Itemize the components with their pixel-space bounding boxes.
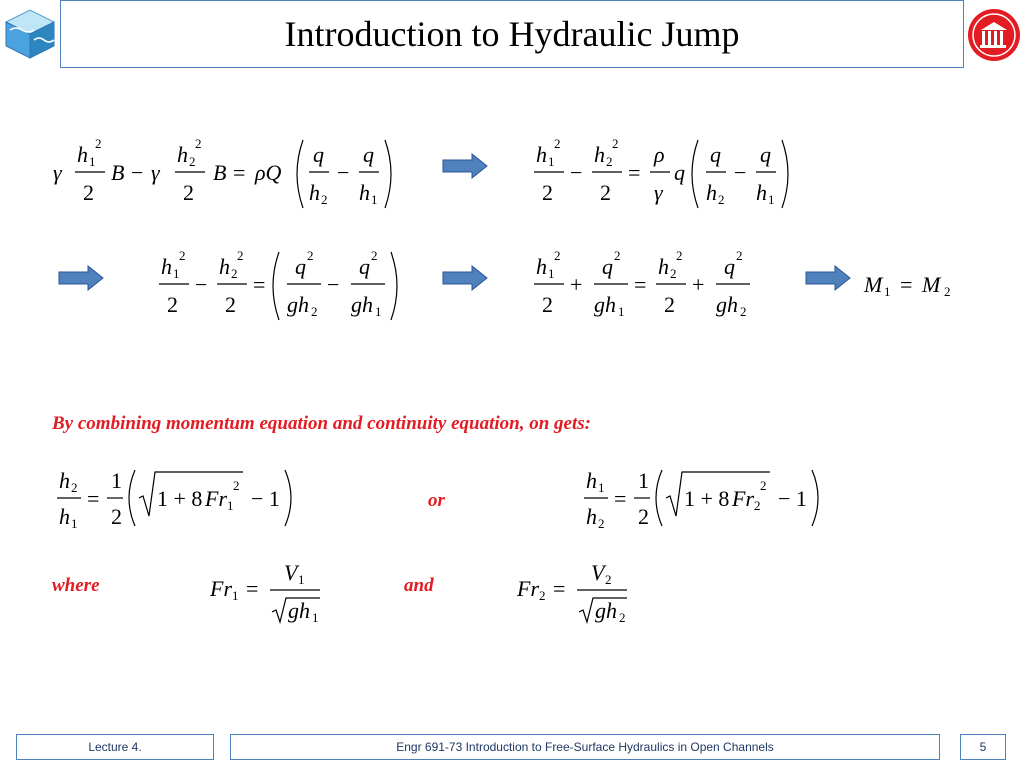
svg-text:−: − [570, 160, 583, 185]
svg-text:1: 1 [298, 572, 305, 587]
svg-text:2: 2 [718, 192, 725, 207]
svg-text:q: q [359, 254, 370, 279]
svg-text:ρ: ρ [654, 142, 665, 167]
svg-text:h: h [77, 142, 88, 167]
svg-text:h: h [219, 254, 230, 279]
svg-text:−: − [734, 160, 747, 185]
svg-text:h: h [309, 180, 320, 205]
svg-text:2: 2 [195, 136, 202, 151]
svg-text:2: 2 [944, 284, 951, 299]
momentum-function-equality [862, 270, 962, 300]
footer-lecture: Lecture 4. [16, 734, 214, 760]
svg-text:h: h [658, 254, 669, 279]
svg-text:Fr: Fr [732, 486, 754, 511]
svg-text:2: 2 [619, 610, 626, 625]
svg-text:Fr: Fr [205, 486, 227, 511]
svg-text:1: 1 [71, 516, 78, 531]
svg-text:M: M [864, 272, 883, 297]
svg-text:1 + 8: 1 + 8 [684, 486, 730, 511]
svg-text:q: q [295, 254, 306, 279]
svg-text:q: q [724, 254, 735, 279]
svg-text:2: 2 [670, 266, 677, 281]
svg-text:gh: gh [594, 292, 616, 317]
svg-text:V: V [284, 560, 298, 585]
svg-text:1: 1 [89, 154, 96, 169]
svg-text:2: 2 [740, 304, 747, 319]
froude-number-2-definition [515, 558, 645, 628]
svg-text:2: 2 [179, 248, 186, 263]
svg-text:h: h [586, 504, 597, 529]
svg-text:=: = [634, 272, 647, 297]
svg-text:2: 2 [225, 292, 236, 317]
svg-text:=: = [246, 576, 259, 601]
page-number: 5 [960, 734, 1006, 760]
svg-text:=: = [628, 160, 641, 185]
svg-text:=: = [253, 272, 266, 297]
svg-text:h: h [756, 180, 767, 205]
svg-text:2: 2 [614, 248, 621, 263]
svg-text:−: − [327, 272, 340, 297]
svg-text:2: 2 [233, 478, 240, 493]
svg-text:1: 1 [638, 468, 649, 493]
svg-text:1: 1 [111, 468, 122, 493]
svg-text:+: + [692, 272, 705, 297]
svg-text:q: q [674, 160, 685, 185]
specific-force-balance [530, 240, 770, 330]
or-label: or [428, 490, 445, 511]
svg-text:1: 1 [598, 480, 605, 495]
svg-text:=: = [553, 576, 566, 601]
svg-text:h: h [586, 468, 597, 493]
svg-text:γ: γ [53, 160, 62, 185]
svg-text:Fr: Fr [517, 576, 539, 601]
svg-text:2: 2 [307, 248, 314, 263]
svg-text:q: q [313, 142, 324, 167]
svg-text:q: q [602, 254, 613, 279]
svg-text:2: 2 [638, 504, 649, 529]
svg-text:2: 2 [760, 478, 767, 493]
svg-text:2: 2 [612, 136, 619, 151]
where-label: where [52, 575, 100, 596]
svg-text:B: B [111, 160, 125, 185]
svg-text:2: 2 [676, 248, 683, 263]
implies-arrow [805, 265, 851, 291]
svg-text:gh: gh [287, 292, 309, 317]
university-seal-logo [964, 0, 1024, 68]
svg-text:q: q [363, 142, 374, 167]
implies-arrow [442, 153, 488, 179]
svg-text:gh: gh [288, 598, 310, 623]
svg-text:B: B [213, 160, 227, 185]
svg-text:M: M [922, 272, 941, 297]
svg-text:h: h [59, 504, 70, 529]
svg-text:1: 1 [884, 284, 891, 299]
svg-text:gh: gh [595, 598, 617, 623]
svg-text:h: h [359, 180, 370, 205]
svg-text:2: 2 [71, 480, 78, 495]
svg-text:=: = [233, 160, 246, 185]
svg-text:2: 2 [664, 292, 675, 317]
svg-text:2: 2 [539, 588, 546, 603]
svg-text:2: 2 [606, 154, 613, 169]
svg-text:gh: gh [351, 292, 373, 317]
svg-text:2: 2 [554, 136, 561, 151]
svg-text:2: 2 [183, 180, 194, 205]
svg-text:γ: γ [151, 160, 160, 185]
footer-course-title: Engr 691-73 Introduction to Free-Surface Hydraulics in Open Channels [230, 734, 940, 760]
svg-text:1: 1 [768, 192, 775, 207]
svg-text:2: 2 [371, 248, 378, 263]
sequent-depth-ratio-equation-inverse [582, 462, 832, 542]
combining-note: By combining momentum equation and continuity equation, on gets: [52, 413, 591, 434]
svg-text:=: = [614, 486, 627, 511]
svg-text:1: 1 [375, 304, 382, 319]
svg-text:−: − [337, 160, 350, 185]
svg-text:2: 2 [754, 498, 761, 513]
svg-text:1: 1 [548, 266, 555, 281]
svg-text:2: 2 [542, 180, 553, 205]
svg-text:h: h [536, 254, 547, 279]
svg-text:2: 2 [167, 292, 178, 317]
svg-text:ρQ: ρQ [255, 160, 282, 185]
svg-text:2: 2 [237, 248, 244, 263]
svg-text:+: + [570, 272, 583, 297]
svg-text:2: 2 [83, 180, 94, 205]
and-label: and [404, 575, 434, 596]
water-channel-logo [0, 0, 60, 68]
svg-text:2: 2 [542, 292, 553, 317]
svg-text:=: = [900, 272, 913, 297]
svg-text:1 + 8: 1 + 8 [157, 486, 203, 511]
svg-text:1: 1 [312, 610, 319, 625]
svg-text:1: 1 [227, 498, 234, 513]
svg-text:1: 1 [173, 266, 180, 281]
svg-text:−: − [195, 272, 208, 297]
svg-text:h: h [594, 142, 605, 167]
froude-number-1-definition [208, 558, 338, 628]
svg-text:2: 2 [95, 136, 102, 151]
svg-text:h: h [177, 142, 188, 167]
svg-text:γ: γ [654, 180, 663, 205]
svg-text:2: 2 [321, 192, 328, 207]
svg-text:2: 2 [605, 572, 612, 587]
sequent-depth-ratio-equation [55, 462, 305, 542]
svg-text:2: 2 [598, 516, 605, 531]
svg-text:2: 2 [554, 248, 561, 263]
svg-text:1: 1 [371, 192, 378, 207]
svg-text:2: 2 [600, 180, 611, 205]
svg-text:2: 2 [311, 304, 318, 319]
svg-text:1: 1 [232, 588, 239, 603]
implies-arrow [442, 265, 488, 291]
svg-text:q: q [710, 142, 721, 167]
svg-text:1: 1 [618, 304, 625, 319]
slide-title: Introduction to Hydraulic Jump [284, 14, 740, 54]
momentum-equation-gravity [155, 240, 415, 330]
svg-text:Fr: Fr [210, 576, 232, 601]
svg-text:2: 2 [231, 266, 238, 281]
svg-text:gh: gh [716, 292, 738, 317]
svg-text:h: h [536, 142, 547, 167]
svg-text:− 1: − 1 [778, 486, 807, 511]
momentum-equation [45, 128, 405, 218]
svg-text:− 1: − 1 [251, 486, 280, 511]
svg-text:−: − [131, 160, 144, 185]
svg-text:V: V [591, 560, 605, 585]
svg-text:2: 2 [111, 504, 122, 529]
svg-text:2: 2 [189, 154, 196, 169]
svg-text:h: h [59, 468, 70, 493]
svg-text:2: 2 [736, 248, 743, 263]
momentum-equation-simplified [530, 128, 800, 218]
svg-text:q: q [760, 142, 771, 167]
svg-text:h: h [161, 254, 172, 279]
implies-arrow [58, 265, 104, 291]
svg-text:h: h [706, 180, 717, 205]
svg-text:=: = [87, 486, 100, 511]
svg-text:1: 1 [548, 154, 555, 169]
